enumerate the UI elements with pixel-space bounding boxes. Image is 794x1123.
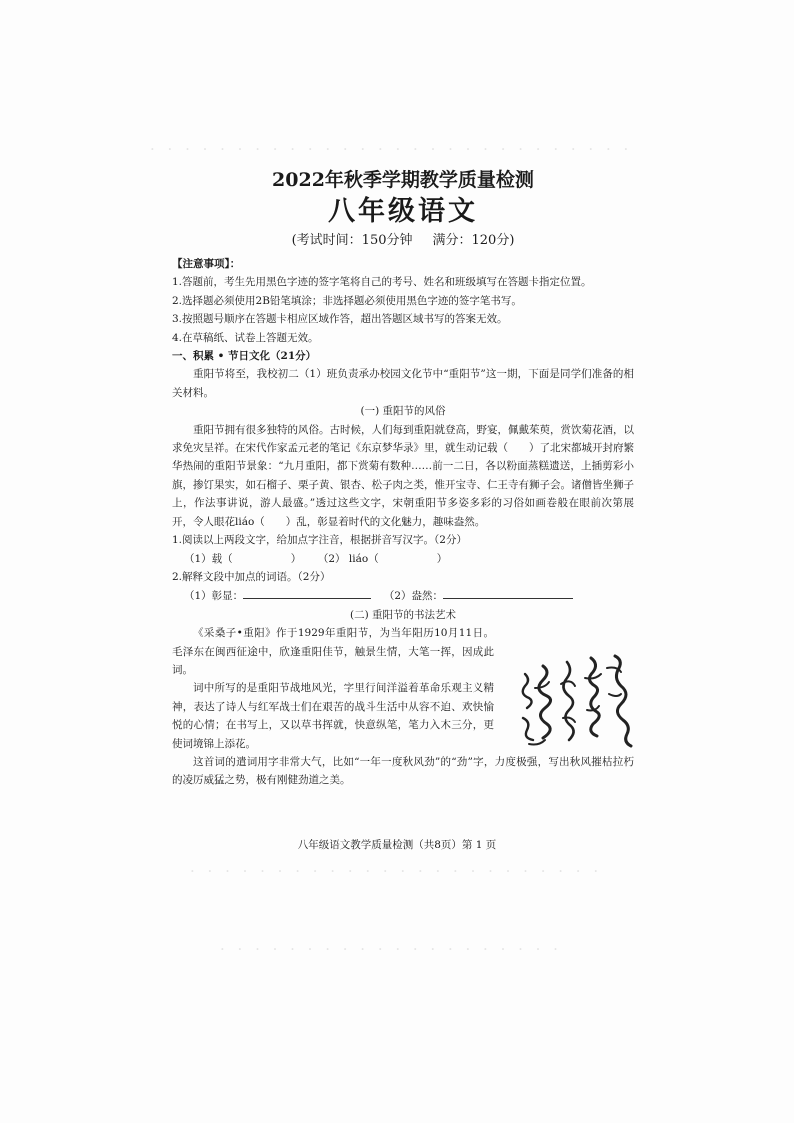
part1-text: 重阳节拥有很多独特的风俗。古时候，人们每到重阳就登高，野宴，佩戴茱萸，赏饮菊花酒，以求免灾呈祥。在宋代作家孟元老的笔记《东京梦华录》里，就生动记载（ ）了北宋都城开封府繁华热闹的重阳节景象：“九月重阳，都下赏菊有数种……前一二日，各以粉面蒸糕遗送，上插剪彩小旗，掺饤果实，如石榴子、栗子黄、银杏、松子肉之类，惟开宝寺、仁王寺有狮子会。诸僧皆坐狮子上，作法事讲说，游人最盛。”透过这些文字，宋朝重阳节多姿多彩的习俗如画卷般在眼前次第展开，令人眼花liáo（ ）乱，彰显着时代的文化魅力，趣味盎然。	[172, 423, 634, 528]
notice-item: 3.按照题号顺序在答题卡相应区域作答，超出答题区域书写的答案无效。	[172, 313, 508, 326]
q2-a-blank[interactable]	[243, 586, 371, 599]
notice-item: 2.选择题必须使用2B铅笔填涂；非选择题必须使用黑色字迹的签字笔书写。	[172, 294, 522, 307]
question-2-answers	[172, 586, 634, 605]
calligraphy-section	[172, 624, 634, 753]
q2-b-blank[interactable]	[443, 586, 573, 599]
q1-a-label: （1）载（	[184, 552, 233, 565]
q1-b-label: （2） liáo（	[317, 552, 379, 565]
question-1: 1.阅读以上两段文字，给加点字注音，根据拼音写汉字。（2分）	[172, 534, 467, 547]
part2-paragraph: 《采桑子•重阳》作于1929年重阳节，为当年阳历10月11日。毛泽东在闽西征途中，欣逢重阳佳节，触景生情，大笔一挥，因成此词。	[172, 627, 494, 676]
bleed-through-text: · · · · · · · · · · · · · · · · · · · · · · · · · · · ·	[150, 140, 633, 158]
full-score: 满分：120分)	[432, 233, 515, 248]
q1-a-blank[interactable]	[233, 550, 291, 562]
q1-a-end: ）	[290, 552, 302, 565]
notice-item: 4.在草稿纸、试卷上答题无效。	[172, 331, 319, 344]
exam-content	[172, 166, 634, 790]
calligraphy-text-column	[172, 624, 494, 753]
part1-title: (一) 重阳节的风俗	[360, 405, 446, 418]
subject-title: 八年级语文	[328, 196, 478, 227]
notice-heading: 【注意事项】：	[172, 258, 241, 270]
q2-b-label: （2）盎然：	[383, 590, 444, 603]
q1-b-end: ）	[436, 552, 448, 565]
exam-title: 2022年秋季学期教学质量检测	[272, 169, 534, 191]
section-heading: 一、积累 • 节日文化（21分）	[172, 350, 317, 363]
page-footer: 八年级语文教学质量检测（共8页）第 1 页	[297, 839, 497, 851]
notice-item: 1.答题前，考生先用黑色字迹的签字笔将自己的考号、姓名和班级填写在答题卡指定位置。	[172, 276, 592, 289]
exam-time-score	[172, 230, 634, 252]
q2-a-label: （1）彰显：	[184, 590, 244, 603]
part2-title: (二) 重阳节的书法艺术	[349, 608, 457, 621]
bleed-through-text: · · · · · · · · · · · · · · · · · · · · · · · ·	[190, 862, 603, 880]
bleed-through-text: · · · · · · · · · · · · · · · · · · · ·	[220, 940, 562, 958]
part2-paragraph: 这首词的遣词用字非常大气，比如“一年一度秋风劲”的“劲”字，力度极强，写出秋风摧枯拉朽的凌厉威猛之势，极有刚健劲道之美。	[172, 755, 634, 787]
question-1-answers	[172, 550, 634, 568]
q1-b-blank[interactable]	[379, 550, 437, 562]
question-2: 2.解释文段中加点的词语。（2分）	[172, 570, 331, 583]
calligraphy-image	[515, 648, 635, 768]
exam-time: (考试时间：150分钟	[291, 233, 413, 248]
part2-paragraph: 词中所写的是重阳节战地风光，字里行间洋溢着革命乐观主义精神，表达了诗人与红军战士们在艰苦的战斗生活中从容不迫、欢快愉悦的心情；在书写上，又以草书挥就，快意纵笔，笔力入木三分，更使词境锦上添花。	[172, 682, 494, 750]
section-intro: 重阳节将至，我校初二（1）班负责承办校园文化节中“重阳节”这一期，下面是同学们准备的相关材料。	[172, 368, 634, 399]
